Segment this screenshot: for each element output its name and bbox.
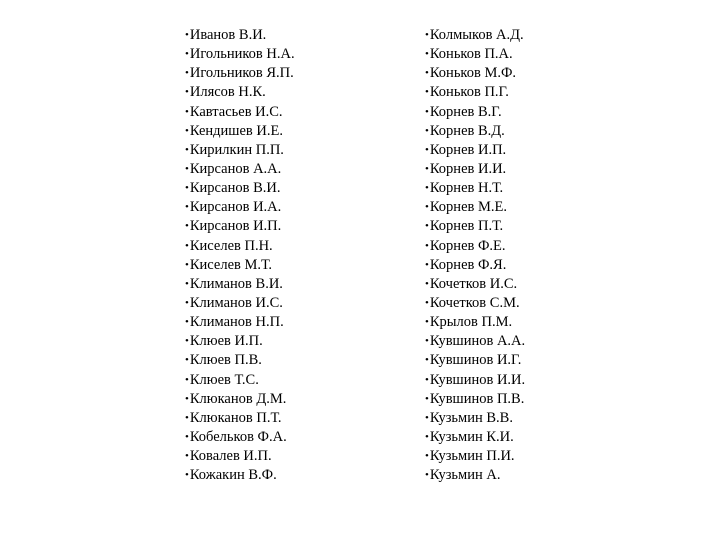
- list-item: • Кирилкин П.П.: [185, 141, 295, 160]
- list-item: • Кирсанов И.А.: [185, 198, 295, 217]
- list-item: • Клюев И.П.: [185, 332, 295, 351]
- list-item: • Игольников Н.А.: [185, 45, 295, 64]
- list-item: • Корнев В.Д.: [425, 122, 525, 141]
- list-item: • Крылов П.М.: [425, 313, 525, 332]
- list-item: • Кузьмин В.В.: [425, 409, 525, 428]
- list-item: • Ковалев И.П.: [185, 447, 295, 466]
- list-item: • Клюев П.В.: [185, 351, 295, 370]
- list-item: • Корнев Ф.Е.: [425, 237, 525, 256]
- list-item: • Клюев Т.С.: [185, 371, 295, 390]
- list-item: • Климанов В.И.: [185, 275, 295, 294]
- list-item: • Кувшинов И.Г.: [425, 351, 525, 370]
- list-item: • Корнев И.П.: [425, 141, 525, 160]
- list-item: • Кочетков И.С.: [425, 275, 525, 294]
- list-item: • Климанов Н.П.: [185, 313, 295, 332]
- list-item: • Игольников Я.П.: [185, 64, 295, 83]
- list-item: • Коньков М.Ф.: [425, 64, 525, 83]
- list-item: • Коньков П.Г.: [425, 83, 525, 102]
- list-item: • Корнев Н.Т.: [425, 179, 525, 198]
- name-list-right-column: [425, 26, 525, 485]
- list-item: • Клюканов Д.М.: [185, 390, 295, 409]
- list-item: • Иванов В.И.: [185, 26, 295, 45]
- list-item: • Корнев М.Е.: [425, 198, 525, 217]
- list-item: • Климанов И.С.: [185, 294, 295, 313]
- list-item: • Кендишев И.Е.: [185, 122, 295, 141]
- list-item: • Кирсанов А.А.: [185, 160, 295, 179]
- list-item: • Корнев Ф.Я.: [425, 256, 525, 275]
- list-item: • Корнев В.Г.: [425, 103, 525, 122]
- list-item: • Киселев М.Т.: [185, 256, 295, 275]
- list-item: • Кобельков Ф.А.: [185, 428, 295, 447]
- list-item: • Кузьмин П.И.: [425, 447, 525, 466]
- list-item: • Кузьмин А.: [425, 466, 525, 485]
- list-item: • Кузьмин К.И.: [425, 428, 525, 447]
- list-item: • Колмыков А.Д.: [425, 26, 525, 45]
- list-item: • Киселев П.Н.: [185, 237, 295, 256]
- list-item: • Кувшинов И.И.: [425, 371, 525, 390]
- list-item: • Илясов Н.К.: [185, 83, 295, 102]
- list-item: • Кочетков С.М.: [425, 294, 525, 313]
- list-item: • Кувшинов П.В.: [425, 390, 525, 409]
- list-item: • Коньков П.А.: [425, 45, 525, 64]
- list-item: • Кавтасьев И.С.: [185, 103, 295, 122]
- list-item: • Кирсанов В.И.: [185, 179, 295, 198]
- name-list-left-column: [185, 26, 295, 485]
- list-item: • Корнев П.Т.: [425, 217, 525, 236]
- list-item: • Кувшинов А.А.: [425, 332, 525, 351]
- list-item: • Кожакин В.Ф.: [185, 466, 295, 485]
- list-item: • Клюканов П.Т.: [185, 409, 295, 428]
- list-item: • Кирсанов И.П.: [185, 217, 295, 236]
- list-item: • Корнев И.И.: [425, 160, 525, 179]
